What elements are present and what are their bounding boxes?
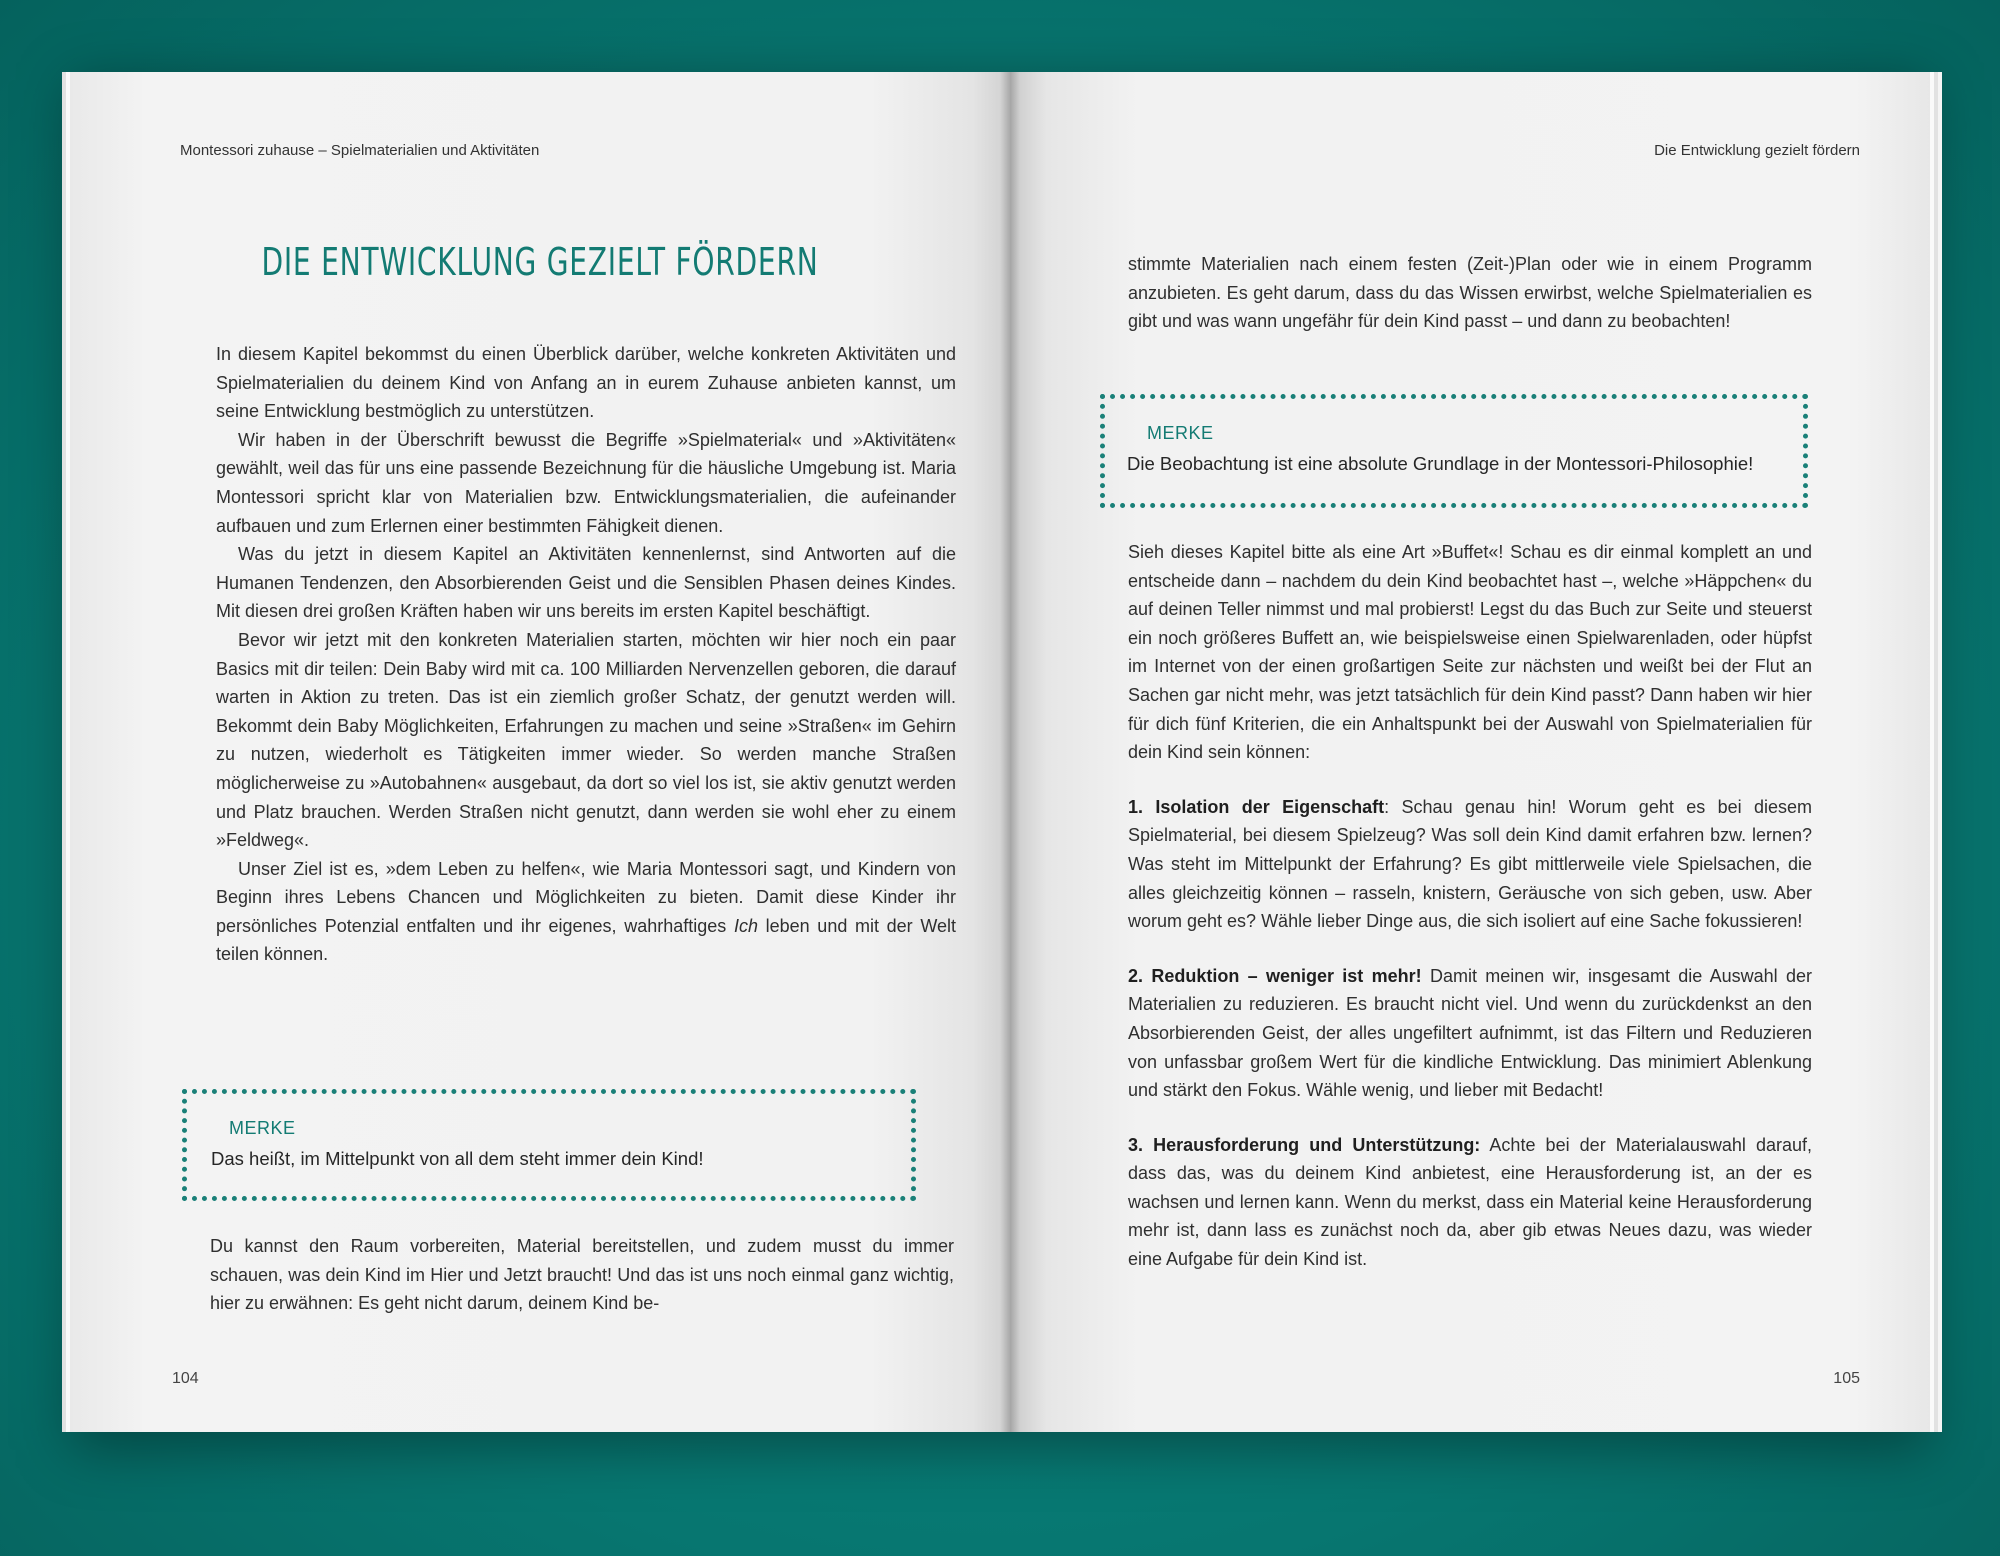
running-head-right: Die Entwicklung gezielt fördern	[1654, 142, 1860, 159]
merke-text: Das heißt, im Mittelpunkt von all dem steht immer dein Kind!	[211, 1148, 704, 1169]
after-merke-text	[210, 1232, 954, 1318]
paragraph: Was du jetzt in diesem Kapitel an Aktivitäten kennenlernst, sind Antworten auf die Humanen Tendenzen, den Absorbierenden Geist und die Sensiblen Phasen deines Kindes. Mit diesen drei großen Kräften haben wir uns bereits im ersten Kapitel beschäftigt.	[216, 544, 956, 622]
criterion-text: : Schau genau hin! Worum geht es bei diesem Spielmaterial, bei diesem Spielzeug? Was soll dein Kind damit erfahren bzw. lernen? Was steht im Mittelpunkt der Erfahrung? Es gibt mittlerweile viele Spielsachen, die alles gleichzeitig können – rasseln, knistern, Geräusche von sich geben, usw. Aber worum geht es? Wähle lieber Dinge aus, die sich isoliert auf eine Sache fokussieren!	[1128, 796, 1813, 932]
right-page	[1010, 72, 1930, 1432]
continuation-text	[1128, 250, 1812, 336]
paragraph-text: Unser Ziel ist es, »dem Leben zu helfen«, wie Maria Montessori sagt, und Kindern von Beginn ihres Lebens Chancen und Möglichkeiten zu bieten. Damit diese Kinder ihr persönliches Potenzial entfalten und ihr eigenes, wahrhaftiges	[216, 858, 956, 936]
criterion-2	[1128, 962, 1812, 1105]
criterion-heading: 2. Reduktion – weniger ist mehr!	[1128, 965, 1422, 986]
page-number-left: 104	[172, 1370, 199, 1387]
merke-box-left	[182, 1089, 916, 1201]
left-body-text	[216, 340, 956, 969]
merke-box-right	[1100, 394, 1808, 508]
merke-label: MERKE	[229, 1118, 296, 1138]
criterion-1	[1128, 793, 1812, 936]
criterion-3	[1128, 1131, 1812, 1274]
paragraph: Wir haben in der Überschrift bewusst die Begriffe »Spielmaterial« und »Aktivitäten« gewählt, weil das für uns eine passende Bezeichnung für die häusliche Umgebung ist. Maria Montessori spricht klar von Materialien bzw. Entwicklungsmaterialien, die aufeinander aufbauen und zum Erlernen einer bestimmten Fähigkeit dienen.	[216, 429, 956, 536]
merke-text: Die Beobachtung ist eine absolute Grundlage in der Montessori-Philosophie!	[1127, 453, 1754, 474]
paragraph-text: leben und mit der Welt teilen können.	[216, 915, 956, 965]
paragraph	[216, 855, 956, 969]
book-spine	[1000, 72, 1020, 1432]
merke-label: MERKE	[1147, 423, 1214, 443]
criterion-heading: 3. Herausforderung und Unterstützung:	[1128, 1134, 1481, 1155]
right-body-text	[1128, 538, 1812, 1274]
paragraph: In diesem Kapitel bekommst du einen Überblick darüber, welche konkreten Aktivitäten und Spielmaterialien du deinem Kind von Anfang an in eurem Zuhause anbieten kannst, um seine Entwicklung bestmöglich zu unterstützen.	[216, 344, 956, 422]
chapter-title: DIE ENTWICKLUNG GEZIELT FÖRDERN	[261, 240, 819, 284]
paragraph: Sieh dieses Kapitel bitte als eine Art »Buffet«! Schau es dir einmal komplett an und entscheide dann – nachdem du dein Kind beobachtet hast –, welche »Häppchen« du auf deinen Teller nimmst und mal probierst! Legst du das Buch zur Seite und steuerst ein noch größeres Buffett an, wie beispielsweise einen Spielwarenladen, oder hüpfst im Internet von der einen großartigen Seite zur nächsten und weißt bei der Flut an Sachen gar nicht mehr, was jetzt tatsächlich für dein Kind passt? Dann haben wir hier für dich fünf Kriterien, die ein Anhaltspunkt bei der Auswahl von Spielmaterialien für dein Kind sein können:	[1128, 542, 1812, 763]
criterion-text: Damit meinen wir, insgesamt die Auswahl der Materialien zu reduzieren. Es braucht nicht viel. Und wenn du zurückdenkst an den Absorbierenden Geist, der alles ungefiltert aufnimmt, ist das Filtern und Reduzieren von unfassbar großem Wert für die kindliche Entwicklung. Das minimiert Ablenkung und stärkt den Fokus. Wähle wenig, und lieber mit Bedacht!	[1128, 965, 1813, 1101]
running-head-left: Montessori zuhause – Spielmaterialien und Aktivitäten	[180, 142, 540, 159]
left-page	[70, 72, 1010, 1432]
criterion-heading: 1. Isolation der Eigenschaft	[1128, 796, 1385, 817]
paragraph: stimmte Materialien nach einem festen (Zeit-)Plan oder wie in einem Programm anzubieten. Es geht darum, dass du das Wissen erwirbst, welche Spielmaterialien es gibt und was wann ungefähr für dein Kind passt – und dann zu beobachten!	[1128, 254, 1812, 332]
paragraph: Du kannst den Raum vorbereiten, Material bereitstellen, und zudem musst du immer schauen, was dein Kind im Hier und Jetzt braucht! Und das ist uns noch einmal ganz wichtig, hier zu erwähnen: Es geht nicht darum, deinem Kind be-	[210, 1236, 954, 1314]
paragraph: Bevor wir jetzt mit den konkreten Materialien starten, möchten wir hier noch ein paar Basics mit dir teilen: Dein Baby wird mit ca. 100 Milliarden Nervenzellen geboren, die darauf warten in Aktion zu treten. Das ist ein ziemlich großer Schatz, der genutzt werden will. Bekommt dein Baby Möglichkeiten, Erfahrungen zu machen und seine »Straßen« im Gehirn zu nutzen, wiederholt es Tätigkeiten immer wieder. So werden manche Straßen möglicherweise zu »Autobahnen« ausgebaut, da dort so viel los ist, sie aktiv genutzt werden und Platz brauchen. Werden Straßen nicht genutzt, dann werden sie wohl eher zu einem »Feldweg«.	[216, 629, 956, 851]
italic-word: Ich	[733, 915, 758, 936]
criterion-text: Achte bei der Materialauswahl darauf, dass das, was du deinem Kind anbietest, eine Herausforderung ist, an der es wachsen und lernen kann. Wenn du merkst, dass ein Material keine Herausforderung mehr ist, dann lass es zunächst noch da, aber gib etwas Neues dazu, was wieder eine Aufgabe für dein Kind ist.	[1128, 1134, 1812, 1270]
page-number-right: 105	[1833, 1370, 1860, 1387]
